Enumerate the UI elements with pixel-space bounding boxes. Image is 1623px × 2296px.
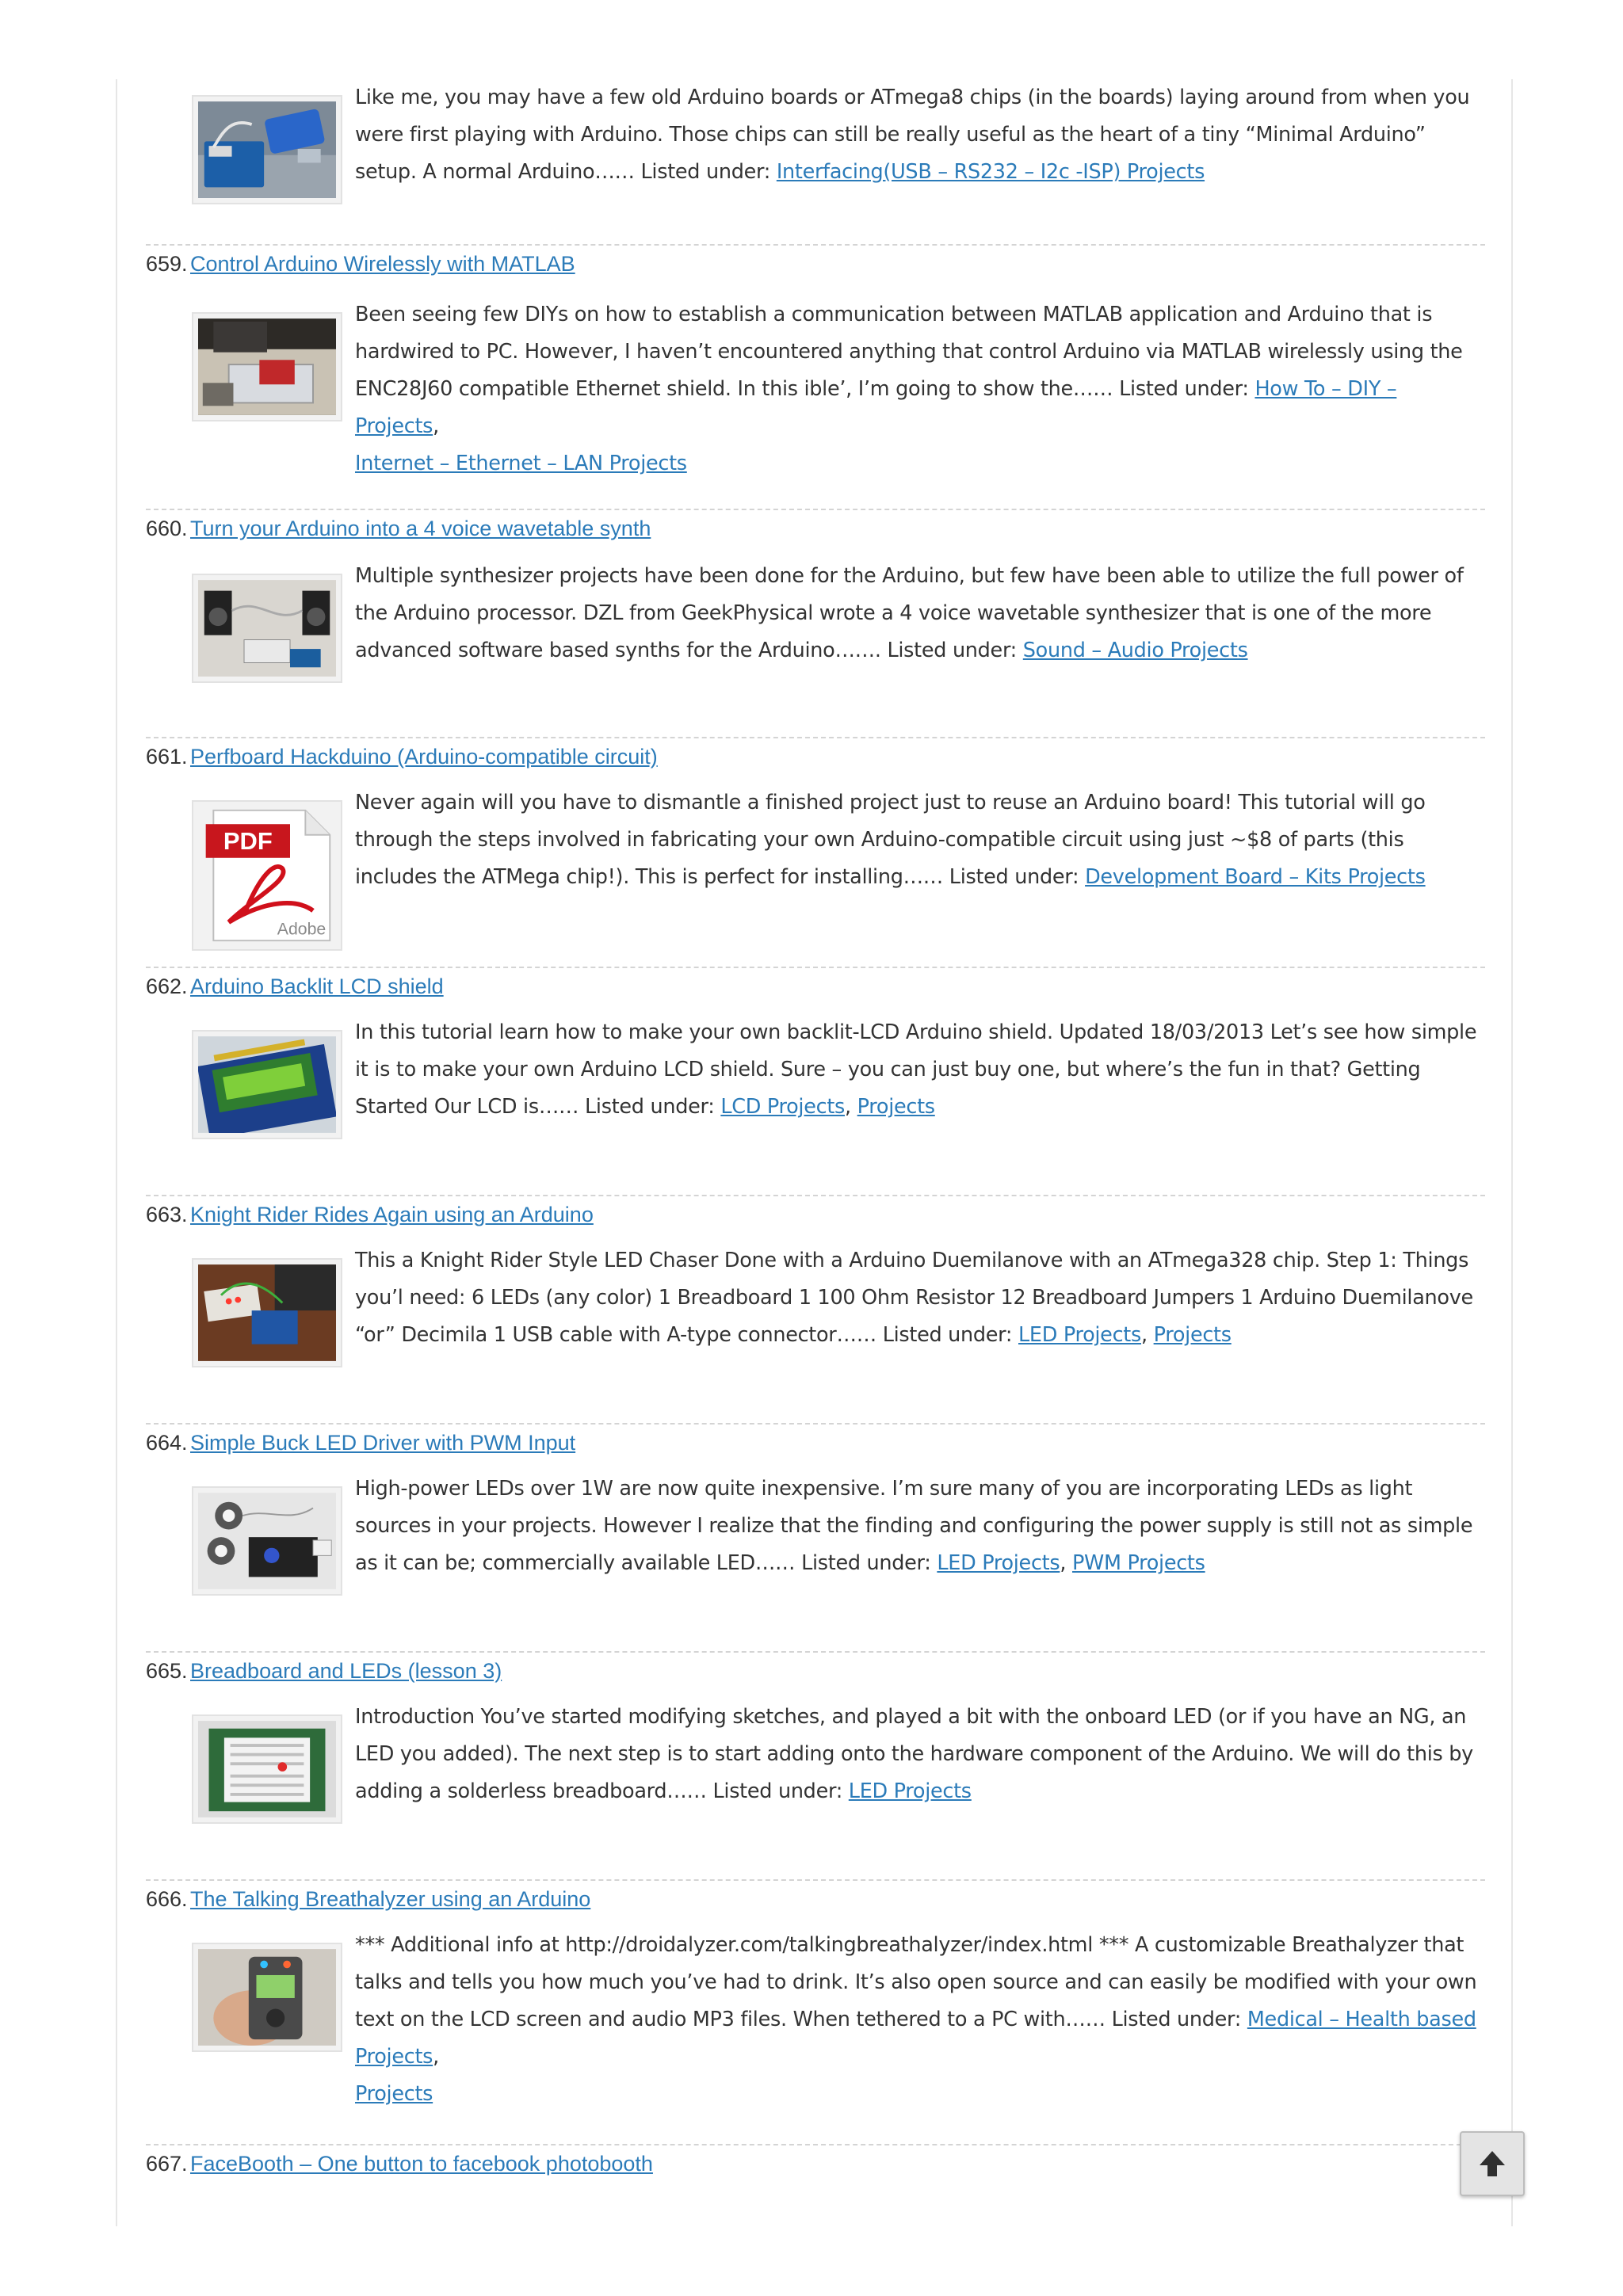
project-description: In this tutorial learn how to make your own backlit-LCD Arduino shield. Updated 18/03/2013 Let’s see how simple it is to make your own Arduino LCD shield. Sure – you can just buy one, but where’s the fun in that? Getting Started Our LCD is…… Listed under: LCD Projects, Projects (355, 1020, 1477, 1119)
entry-title-link[interactable]: Arduino Backlit LCD shield (190, 974, 444, 998)
entry-title-link[interactable]: Breadboard and LEDs (lesson 3) (190, 1659, 502, 1683)
entry-title-link[interactable]: Control Arduino Wirelessly with MATLAB (190, 252, 575, 276)
usb-programmer-photo-icon (198, 101, 336, 198)
entry-header (146, 1423, 1485, 1458)
category-link[interactable]: Internet – Ethernet – LAN Projects (355, 452, 687, 475)
entry-title-link[interactable]: Perfboard Hackduino (Arduino-compatible circuit) (190, 745, 658, 769)
synth-speakers-photo-icon (198, 580, 336, 677)
scroll-to-top-button[interactable] (1460, 2131, 1525, 2196)
category-link[interactable]: How To – DIY – Projects (355, 377, 1397, 438)
breadboard-photo-icon (198, 1721, 336, 1817)
category-link[interactable]: Sound – Audio Projects (1022, 639, 1248, 662)
category-link[interactable]: LCD Projects (720, 1095, 846, 1119)
project-thumbnail[interactable] (192, 312, 342, 421)
category-link[interactable]: Development Board – Kits Projects (1085, 865, 1426, 889)
entry-title-link[interactable]: Knight Rider Rides Again using an Arduino (190, 1203, 594, 1226)
entry-header (146, 244, 1485, 279)
entry-number: 661. (146, 745, 188, 769)
arrow-up-icon (1476, 2148, 1508, 2180)
entry-number: 665. (146, 1659, 188, 1683)
category-link[interactable]: Medical – Health based Projects (355, 2008, 1476, 2069)
project-thumbnail[interactable] (192, 1258, 342, 1367)
project-description: Never again will you have to dismantle a finished project just to reuse an Arduino board! This tutorial will go through the steps involved in fabricating your own Arduino-compatible circuit using just ~$8 of parts (this includes the ATMega chip!). This is perfect for installing…… Listed under: Development Board – Kits Projects (355, 791, 1426, 889)
project-thumbnail[interactable] (192, 1030, 342, 1139)
category-link[interactable]: LED Projects (1018, 1323, 1141, 1347)
entry-title-link[interactable]: FaceBooth – One button to facebook photobooth (190, 2152, 653, 2176)
project-description: Like me, you may have a few old Arduino boards or ATmega8 chips (in the boards) laying around from when you were first playing with Arduino. Those chips can still be really useful as the heart of a tiny “Minimal Arduino” setup. A normal Arduino…… Listed under: Interfacing(USB – RS232 – I2c -ISP) Projects (355, 86, 1470, 184)
entry-header (146, 509, 1485, 543)
lcd-shield-photo-icon (198, 1036, 336, 1133)
entry-number: 663. (146, 1203, 188, 1226)
project-description: High-power LEDs over 1W are now quite inexpensive. I’m sure many of you are incorporating LEDs as light sources in your projects. However I realize that the finding and configuring the power supply is still not as simple as it can be; commercially available LED…… Listed under: LED Projects, PWM Projects (355, 1477, 1473, 1575)
entry-header (146, 1651, 1485, 1686)
matlab-rc-photo-icon (198, 318, 336, 415)
project-description: Multiple synthesizer projects have been done for the Arduino, but few have been able to utilize the full power of the Arduino processor. DZL from GeekPhysical wrote a 4 voice wavetable synthesizer that is one of the more advanced software based synths for the Arduino……. Listed under: Sound – Audio Projects (355, 564, 1464, 662)
entry-header (146, 967, 1485, 1001)
project-description: Been seeing few DIYs on how to establish a communication between MATLAB application and Arduino that is hardwired to PC. However, I haven’t encountered anything that control Arduino via MATLAB wirelessly using the ENC28J60 compatible Ethernet shield. In this ible’, I’m going to show the…… Listed under: How To – DIY – Projects, Internet – Ethernet – LAN Projects (355, 303, 1463, 475)
project-thumbnail[interactable] (192, 1714, 342, 1824)
category-link[interactable]: LED Projects (937, 1551, 1060, 1575)
project-thumbnail[interactable] (192, 1486, 342, 1596)
pdf-label: PDF (223, 827, 273, 856)
project-thumbnail[interactable] (192, 800, 342, 951)
project-thumbnail[interactable] (192, 574, 342, 683)
project-description: *** Additional info at http://droidalyzer.com/talkingbreathalyzer/index.html *** A customizable Breathalyzer that talks and tells you how much you’ve had to drink. It’s also open source and can easily be modified with your own text on the LCD screen and audio MP3 files. When tethered to a PC with…… Listed under: Medical – Health based Projects, Projects (355, 1933, 1477, 2106)
category-link[interactable]: Projects (355, 2082, 433, 2106)
entry-number: 666. (146, 1887, 188, 1911)
category-link[interactable]: Projects (1153, 1323, 1232, 1347)
entry-number: 662. (146, 974, 188, 998)
project-thumbnail[interactable] (192, 95, 342, 204)
pdf-file-icon (198, 807, 336, 944)
entry-title-link[interactable]: The Talking Breathalyzer using an Arduino (190, 1887, 591, 1911)
project-thumbnail[interactable] (192, 1943, 342, 2052)
category-link[interactable]: PWM Projects (1071, 1551, 1205, 1575)
adobe-label: Adobe (277, 919, 327, 939)
knight-rider-photo-icon (198, 1264, 336, 1361)
entry-title-link[interactable]: Turn your Arduino into a 4 voice wavetable synth (190, 517, 651, 540)
entry-header (146, 1879, 1485, 1914)
entry-title-link[interactable]: Simple Buck LED Driver with PWM Input (190, 1431, 576, 1455)
entry-number: 664. (146, 1431, 188, 1455)
entry-number: 660. (146, 517, 188, 540)
entry-header (146, 2144, 1485, 2179)
entry-header (146, 1195, 1485, 1230)
category-link[interactable]: Interfacing(USB – RS232 – I2c -ISP) Projects (776, 160, 1205, 184)
buck-led-driver-photo-icon (198, 1493, 336, 1589)
category-link[interactable]: LED Projects (848, 1779, 972, 1803)
project-description: Introduction You’ve started modifying sketches, and played a bit with the onboard LED (or if you have an NG, an LED you added). The next step is to start adding onto the hardware component of the Arduino. We will do this by adding a solderless breadboard…… Listed under: LED Projects (355, 1705, 1473, 1803)
project-description: This a Knight Rider Style LED Chaser Done with a Arduino Duemilanove with an ATmega328 chip. Step 1: Things you’l need: 6 LEDs (any color) 1 Breadboard 1 100 Ohm Resistor 12 Breadboard Jumpers 1 Arduino Duemilanove “or” Decimila 1 USB cable with A-type connector…… Listed under: LED Projects, Projects (355, 1249, 1473, 1347)
entry-number: 667. (146, 2152, 188, 2176)
entry-header (146, 737, 1485, 772)
breathalyzer-photo-icon (198, 1949, 336, 2046)
entry-number: 659. (146, 252, 188, 276)
category-link[interactable]: Projects (857, 1095, 935, 1119)
